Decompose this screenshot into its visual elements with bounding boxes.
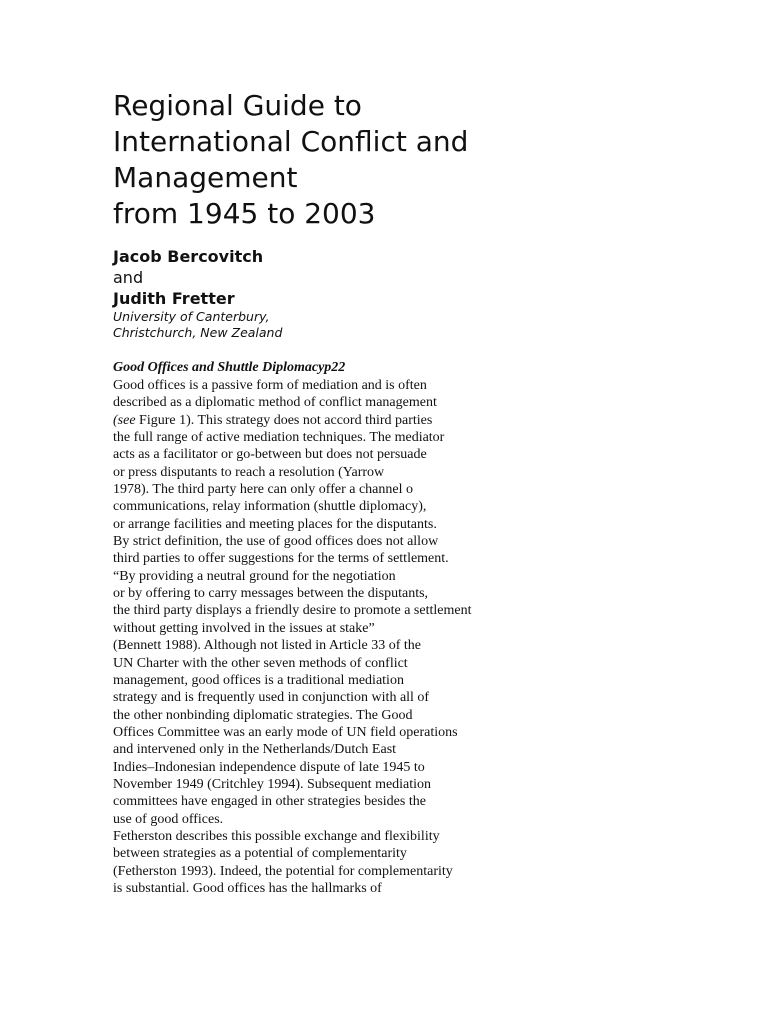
body-line: or press disputants to reach a resolution (Yarrow: [113, 464, 385, 480]
body-line: 1978). The third party here can only offer a channel o: [113, 482, 413, 498]
title-line: from 1945 to 2003: [113, 197, 376, 230]
author-name: Judith Fretter: [113, 289, 235, 308]
document-page: [113, 88, 533, 897]
section-heading: Good Offices and Shuttle Diplomacyp22: [113, 360, 346, 375]
title-line: International Conflict and: [113, 125, 469, 158]
see-italic: (see: [113, 412, 136, 428]
title-line: Management: [113, 161, 298, 194]
body-line: without getting involved in the issues at stake”: [113, 620, 375, 636]
document-title: [113, 88, 533, 232]
body-line: acts as a facilitator or go-between but does not persuade: [113, 447, 427, 463]
body-line: “By providing a neutral ground for the negotiation: [113, 568, 396, 584]
body-line: and intervened only in the Netherlands/Dutch East: [113, 742, 397, 758]
body-line: [113, 412, 533, 429]
body-line: management, good offices is a traditional mediation: [113, 672, 404, 688]
body-line-rest: Figure 1). This strategy does not accord third parties: [135, 412, 433, 428]
body-text: [113, 377, 533, 897]
body-line: the full range of active mediation techniques. The mediator: [113, 430, 445, 446]
body-line: the other nonbinding diplomatic strategies. The Good: [113, 707, 413, 723]
body-line: Fetherston describes this possible exchange and flexibility: [113, 828, 440, 844]
body-line: strategy and is frequently used in conjunction with all of: [113, 690, 430, 706]
body-line: Indies–Indonesian independence dispute of late 1945 to: [113, 759, 425, 775]
affiliation: Christchurch, New Zealand: [113, 325, 283, 340]
body-line: By strict definition, the use of good offices does not allow: [113, 534, 439, 550]
body-line: November 1949 (Critchley 1994). Subsequent mediation: [113, 776, 432, 792]
affiliation: University of Canterbury,: [113, 309, 270, 324]
title-line: Regional Guide to: [113, 89, 362, 122]
author-conjunction: and: [113, 268, 144, 287]
body-line: or arrange facilities and meeting places for the disputants.: [113, 516, 437, 532]
body-line: committees have engaged in other strategies besides the: [113, 794, 426, 810]
author-block: [113, 246, 533, 341]
author-name: Jacob Bercovitch: [113, 247, 264, 266]
body-line: Good offices is a passive form of mediation and is often: [113, 378, 427, 393]
body-line: third parties to offer suggestions for the terms of settlement.: [113, 551, 449, 567]
body-line: the third party displays a friendly desire to promote a settlement: [113, 603, 472, 619]
body-line: is substantial. Good offices has the hallmarks of: [113, 880, 382, 896]
body-line: (Bennett 1988). Although not listed in Article 33 of the: [113, 638, 421, 654]
body-line: communications, relay information (shuttle diplomacy),: [113, 499, 427, 515]
body-line: use of good offices.: [113, 811, 224, 827]
body-line: (Fetherston 1993). Indeed, the potential for complementarity: [113, 863, 453, 879]
body-line: described as a diplomatic method of conflict management: [113, 395, 437, 411]
body-line: UN Charter with the other seven methods of conflict: [113, 655, 408, 671]
body-line: between strategies as a potential of complementarity: [113, 846, 407, 862]
body-line: or by offering to carry messages between the disputants,: [113, 586, 429, 602]
body-line: Offices Committee was an early mode of UN field operations: [113, 724, 458, 740]
